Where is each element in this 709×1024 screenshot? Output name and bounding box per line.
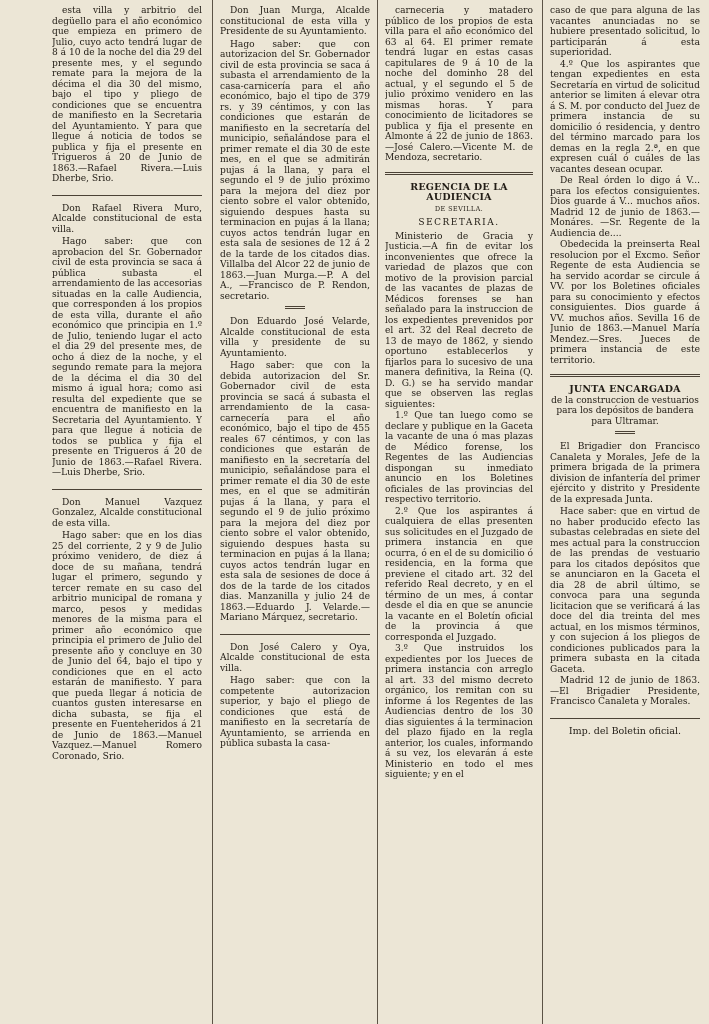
section-subtitle: DE SEVILLA. [434,204,484,213]
notice-text: Hago saber: que con aprobacion del Sr. Gobernador civil de esta provincia se saca á pública subasta el arrendamiento de las accesorias situadas en la calle Audiencia, que corresponden á los propios de esta villa, durante el año económico que principia en 1.º de Julio, teniendo lugar el acto el dia 29 del presente mes, de ocho á diez de la noche, y el segundo remate para la mejora de la décima el dia 30 del mismo á igual hora; como asi resulta del expediente que se encuentra de manifiesto en la Secretaria del Ayuntamiento. Y para que llegue á noticia de todos se publica y fija el presente en Trigueros á 20 de Junio de 1863.—Rafael Rivera.—Luis Dherbe, Srio. [52,237,202,478]
separator [52,195,202,196]
notice-text: 3.º Que instruidos los expedientes por los Jueces de primera instancia con arreglo al art. 33 del mismo decreto orgánico, los remitan con su informe á los Regentes de las Audiencias dentro de los 30 dias siguientes á la terminacion del plazo fijado en la regla anterior, los cuales, informando á su vez, los elevarán á este Ministerio en todo el mes siguiente; y en el [385,644,533,780]
separator [220,634,370,635]
notice-text: 1.º Que tan luego como se declare y publique en la Gaceta la vacante de una ó mas plazas de Médico forense, los Regentes de las Audiencias dispongan su inmediato anuncio en los Boletines oficiales de las provincias del respectivo territorio. [385,411,533,505]
notice-text: Madrid 12 de junio de 1863.—El Brigadier Presidente, Francisco Canaleta y Morales. [550,676,700,707]
notice-text: Obedecida la preinserta Real resolucion por el Excmo. Señor Regente de esta Audiencia se ha servido acordar se circule á VV. por los Boletines oficiales para su conocimiento y efectos consiguientes. Dios guarde á VV. muchos años. Sevilla 16 de Junio de 1863.—Manuel María Mendez.—Sres. Jueces de primera instancia de este territorio. [550,240,700,366]
notice-text: Hago saber: que en los dias 25 del corriente, 2 y 9 de Julio próximo venidero, de diez á doce de su mañana, tendrá lugar el primero, segundo y tercer remate en su caso del arbitrio municipal de romana y marco, pesos y medidas menores de la misma para el primer año económico que principia el primero de Julio del presente año y concluye en 30 de Junio del 64, bajo el tipo y condiciones que en el acto estarán de manifiesto. Y para que pueda llegar á noticia de cuantos gusten interesarse en dicha subasta, se fija el presente en Fuenteheridos á 21 de Junio de 1863.—Manuel Vazquez.—Manuel Romero Coronado, Srio. [52,531,202,762]
column-rule [542,0,543,1024]
section-title: JUNTA ENCARGADA [569,384,681,395]
section-subtitle: de la construccion de vestuarios para los depósitos de bandera para Ultramar. [551,395,699,427]
notice-text: caso de que para alguna de las vacantes anunciadas no se hubiere presentado solicitud, lo participarán á esta superioridad. [550,6,700,58]
imprint: Imp. del Boletin oficial. [568,725,682,737]
column-rule [212,0,213,1024]
separator [285,306,305,311]
notice-heading: El Brigadier don Francisco Canaleta y Morales, Jefe de la primera brigada de la primera division de infantería del primer ejército y distrito y Presidente de la expresada Junta. [550,442,700,505]
notice-heading: Don Eduardo José Velarde, Alcalde constitucional de esta villa y presidente de su Ayuntamiento. [220,317,370,359]
separator [550,718,700,719]
notice-heading: Don José Calero y Oya, Alcalde constitucional de esta villa. [220,642,370,674]
separator [385,172,533,177]
notice-text: esta villa y arbitrio del degüello para el año económico que empieza en primero de Julio, cuyo acto tendrá lugar de 8 á 10 de la noche del dia 29 del presente mes, y el segundo remate para la mejora de la décima el dia 30 del mismo, bajo el tipo y pliego de condiciones que se encuentra de manifiesto en la Secretaria del Ayuntamiento. Y para que llegue á noticia de todos se publica y fija el presente en Trigueros á 20 de Junio de 1863.—Rafael Rivera.—Luis Dherbe, Srio. [52,6,202,184]
notice-text: Hace saber: que en virtud de no haber producido efecto las subastas celebradas en siete del mes actual para la construccion de las prendas de vestuario para los citados depósitos que se anunciaron en la Gaceta el dia 28 de abril último, se convoca para una segunda licitacion que se verificará á las doce del dia treinta del mes actual, en los mismos términos, y con sujecion á los pliegos de condiciones publicados para la primera subasta en la citada Gaceta. [550,507,700,675]
column-4 [550,6,700,1022]
section-subtitle: SECRETARIA. [418,218,500,228]
notice-text: Hago saber: que con la debida autorizacion del Sr. Gobernador civil de esta provincia se sacá á subasta el arrendamiento de la casa-carnecería para el año económico, bajo el tipo de 455 reales 67 céntimos, y con las condiciones que estarán de manifiesto en la secretaría del municipio, señalándose para el primer remate el dia 30 de este mes, en el que se admitirán pujas á la llana, y para el segundo el 9 de julio próximo para la mejora del diez por ciento sobre el valor obtenido, siguiendo despues hasta su terminacion en pujas á la llana; cuyos actos tendrán lugar en esta sala de sesiones de doce á dos de la tarde de los citados dias. Manzanilla y julio 24 de 1863.—Eduardo J. Velarde.—Mariano Márquez, secretario. [220,361,370,623]
notice-heading: Don Rafael Rivera Muro, Alcalde constitucional de esta villa. [52,203,202,235]
notice-text: carnecería y matadero público de los propios de esta villa para el año económico del 63 al 64. El primer remate tendrá lugar en estas casas capitulares de 9 á 10 de la noche del dominho 28 del actual, y el segundo el 5 de julio próximo venidero en las mismas horas. Y para conocimiento de licitadores se publica y fija el presente en Almonte á 22 de junio de 1863.—José Calero.—Vicente M. de Mendoza, secretario. [385,6,533,163]
notice-text: 4.º Que los aspirantes que tengan expedientes en esta Secretaría en virtud de solicitud anterior se limiten á elevar otra á S. M. por conducto del Juez de primera instancia de su domicilio ó residencia, y dentro del término marcado para los demas en la regla 2.ª, en que expresen cuál ó cuáles de las vacantes desean ocupar. [550,59,700,175]
notice-text: Hago saber: que con la competente autorizacion superior, y bajo el pliego de condiciones que está de manifiesto en la secretaría de Ayuntamiento, se arrienda en pública subasta la casa- [220,676,370,749]
notice-heading: Don Manuel Vazquez Gonzalez, Alcalde constitucional de esta villa. [52,497,202,529]
notice-text: Hago saber: que con autorizacion del Sr. Gobernador civil de esta provincia se saca á subasta el arrendamiento de la casa-carnicería para el año económico, bajo el tipo de 379 rs. y 39 céntimos, y con las condiciones que estarán de manifiesto en la secretaría del municipio, señalándose para el primer remate el dia 30 de este mes, en el que se admitirán pujas á la llana, y para el segundo el 9 de julio próximo para la mejora del diez por ciento sobre el valor obtenido, siguiendo despues hasta su terminacion en pujas á la llana; cuyos actos tendrán lugar en esta sala de sesiones de 12 á 2 de la tarde de los citados dias. Villalba del Alcor 22 de junio de 1863.—Juan Murga.—P. A del A., —Francisco de P. Rendon, secretario. [220,39,370,302]
column-3 [385,6,533,1022]
notice-text: 2.º Que los aspirantes á cualquiera de ellas presenten sus solicitudes en el Juzgado de primera instancia en que ocurra, ó en el de su domicilio ó residencia, en la forma que previene el citado art. 32 del referido Real decreto, y en el término de un mes, á contar desde el dia en que se anuncie la vacante en el Boletín oficial de la provincia á que corresponda el Juzgado. [385,506,533,643]
notice-heading: Don Juan Murga, Alcalde constitucional de esta villa y Presidente de su Ayuntamiento. [220,6,370,37]
notice-text: Ministerio de Gracia y Justicia.—A fin de evitar los inconvenientes que ofrece la variedad de plazos que con motivo de la provision parcial de las vacantes de plazas de Médicos forenses se han señalado para la instruccion de los expedientes prevenidos por el art. 32 del Real decreto de 13 de mayo de 1862, y siendo oportuno establecerlos y fijarlos para lo sucesivo de una manera definitiva, la Reina (Q. D. G.) se ha servido mandar que se observen las reglas siguientes: [385,231,533,410]
notice-text: De Real órden lo digo á V... para los efectos consiguientes. Dios guarde á V... muchos años. Madrid 12 de junio de 1863.—Monáres. —Sr. Regente de la Audiencia de.... [550,176,700,239]
separator [550,374,700,379]
column-2 [220,6,370,1022]
section-title: REGENCIA DE LA AUDIENCIA [410,181,508,203]
column-1 [52,6,202,1022]
separator [52,489,202,490]
column-rule [377,0,378,1024]
separator [615,431,635,436]
